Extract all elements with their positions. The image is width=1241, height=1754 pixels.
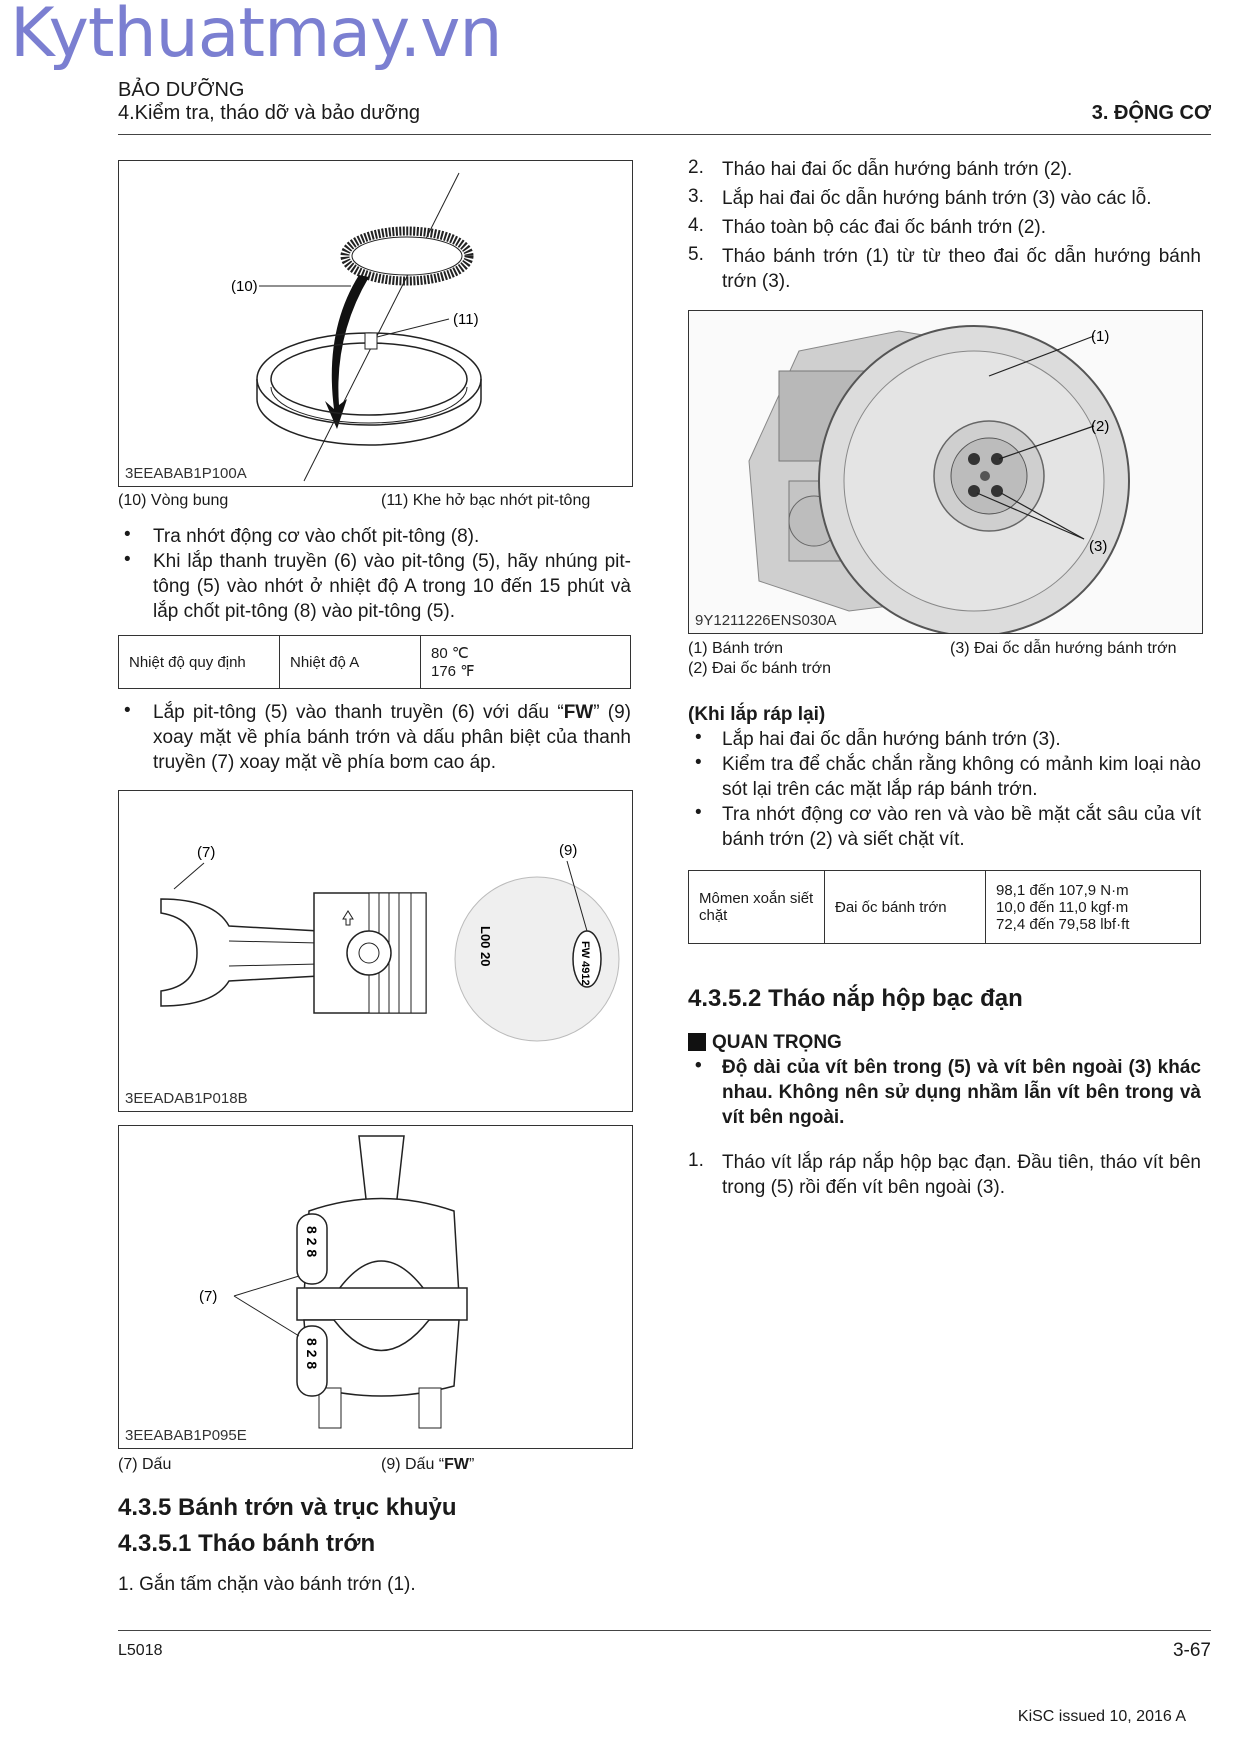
text-part: ” (9) xoay mặt về phía bánh trớn và dấu phân biệt của thanh truyền (7) xoay mặt về phía bơm cao áp.: [153, 702, 632, 773]
text-bold: FW: [563, 702, 594, 723]
piston-mark: L00 20: [478, 926, 493, 967]
temperature-table: [118, 635, 631, 689]
callout-11: (11): [453, 311, 479, 328]
flywheel-drawing: [689, 311, 1202, 633]
step-number: 4.: [688, 215, 704, 236]
bullet-text: Tra nhớt động cơ vào chốt pit-tông (8).: [153, 526, 480, 547]
step-1-left: 1. Gắn tấm chặn vào bánh trớn (1).: [118, 1574, 416, 1595]
temp-celsius: 80 ℃: [431, 645, 469, 662]
step-number: 3.: [688, 186, 704, 207]
callout-7: (7): [197, 844, 216, 861]
text-part: Lắp pit-tông (5) vào thanh truyền (6) với dấu “: [153, 702, 564, 723]
step-number: 5.: [688, 244, 704, 265]
bullet-text: Khi lắp thanh truyền (6) vào pit-tông (5), hãy nhúng pit-tông (5) vào nhớt ở nhiệt độ A trong 10 đến 15 phút và lắp chốt pit-tông (8) vào pit-tông (5).: [153, 551, 631, 622]
text-part: ”: [469, 1456, 475, 1473]
temp-fahrenheit: 176 ℉: [431, 663, 475, 680]
step-text: Tháo bánh trớn (1) từ từ theo đai ốc dẫn hướng bánh trớn (3).: [722, 246, 1201, 292]
torque-label: Mômen xoắn siết chặt: [689, 871, 825, 944]
step-number: 1.: [688, 1150, 704, 1171]
reassembly-item: Kiểm tra để chắc chắn rằng không có mảnh kim loại nào sót lại trên các mặt lắp ráp bánh trớn.: [722, 754, 1201, 800]
torque-lbfft: 72,4 đến 79,58 lbf·ft: [996, 915, 1130, 933]
reassembly-item: Lắp hai đai ốc dẫn hướng bánh trớn (3).: [722, 729, 1061, 750]
watermark: Kythuatmay.vn: [10, 0, 502, 73]
step-text: Tháo vít lắp ráp nắp hộp bạc đạn. Đầu tiên, tháo vít bên trong (5) rồi đến vít bên ngoài (3).: [722, 1152, 1201, 1198]
temp-label: Nhiệt độ quy định: [119, 636, 280, 689]
figure-flywheel: [688, 310, 1203, 634]
bullet-fw-mark: [153, 700, 631, 775]
footer-rule: [118, 1630, 1211, 1631]
callout-10: (10): [231, 278, 258, 295]
conrod-mark-bottom: 8 2 8: [304, 1338, 320, 1370]
figure-conrod-marks: [118, 1125, 633, 1449]
piston-ring-drawing: [119, 161, 632, 486]
header-subsection: 4.Kiểm tra, tháo dỡ và bảo dưỡng: [118, 102, 421, 124]
torque-nm: 98,1 đến 107,9 N·m: [996, 881, 1129, 899]
footer-issued: KiSC issued 10, 2016 A: [1017, 1708, 1186, 1725]
text-part: (9) Dấu “: [381, 1456, 445, 1473]
fw-mark: FW 4912: [579, 941, 591, 986]
temp-name: Nhiệt độ A: [280, 636, 421, 689]
bullet-dot: •: [695, 1055, 702, 1076]
header-chapter: 3. ĐỘNG CƠ: [1091, 102, 1211, 124]
caption-3: (3) Đai ốc dẫn hướng bánh trớn: [950, 640, 1177, 657]
header-rule: [118, 134, 1211, 135]
caption-2: (2) Đai ốc bánh trớn: [688, 660, 831, 677]
bullet-dot: •: [695, 752, 702, 773]
bullet-dot: •: [124, 524, 131, 545]
important-title: QUAN TRỌNG: [712, 1032, 842, 1053]
section-heading-435: 4.3.5 Bánh trớn và trục khuỷu: [118, 1494, 457, 1521]
important-text: Độ dài của vít bên trong (5) và vít bên ngoài (3) khác nhau. Không nên sử dụng nhầm lẫn vít bên trong và vít bên ngoài.: [722, 1057, 1201, 1128]
callout-3: (3): [1089, 538, 1108, 555]
step-text: Lắp hai đai ốc dẫn hướng bánh trớn (3) vào các lỗ.: [722, 188, 1152, 209]
torque-kgfm: 10,0 đến 11,0 kgf·m: [996, 898, 1129, 916]
header-section: BẢO DƯỠNG: [118, 79, 245, 101]
torque-table: [688, 870, 1201, 944]
figure-code: 3EEABAB1P100A: [125, 465, 247, 482]
conrod-mark-top: 8 2 8: [304, 1226, 320, 1258]
step-text: Tháo hai đai ốc dẫn hướng bánh trớn (2).: [722, 159, 1073, 180]
reassembly-title: (Khi lắp ráp lại): [688, 704, 826, 725]
bullet-dot: •: [124, 700, 131, 721]
caption-7: (7) Dấu: [118, 1456, 172, 1473]
section-heading-4352: 4.3.5.2 Tháo nắp hộp bạc đạn: [688, 985, 1023, 1012]
caption-10: (10) Vòng bung: [118, 492, 229, 509]
caption-11: (11) Khe hở bạc nhớt pit-tông: [381, 492, 591, 509]
temp-values: [421, 636, 631, 689]
figure-piston-marks: [118, 790, 633, 1112]
callout-9: (9): [559, 842, 578, 859]
figure-code: 9Y1211226ENS030A: [695, 612, 837, 629]
bullet-dot: •: [695, 802, 702, 823]
important-square-icon: [688, 1033, 706, 1051]
torque-values: [986, 871, 1201, 944]
torque-item: Đai ốc bánh trớn: [825, 871, 986, 944]
bullet-dot: •: [695, 727, 702, 748]
footer-model: L5018: [118, 1642, 163, 1659]
callout-2: (2): [1091, 418, 1110, 435]
bullet-dot: •: [124, 549, 131, 570]
figure-code: 3EEADAB1P018B: [125, 1090, 248, 1107]
reassembly-item: Tra nhớt động cơ vào ren và vào bề mặt cắt sâu của vít bánh trớn (2) và siết chặt vít.: [722, 804, 1201, 850]
step-text: Tháo toàn bộ các đai ốc bánh trớn (2).: [722, 217, 1047, 238]
conrod-drawing: [119, 1126, 632, 1448]
section-heading-4351: 4.3.5.1 Tháo bánh trớn: [118, 1530, 376, 1557]
step-number: 2.: [688, 157, 704, 178]
text-bold: FW: [444, 1456, 469, 1473]
figure-piston-ring: [118, 160, 633, 487]
callout-7: (7): [199, 1288, 218, 1305]
piston-marks-drawing: [119, 791, 632, 1111]
caption-9: [381, 1456, 474, 1474]
callout-1: (1): [1091, 328, 1110, 345]
figure-code: 3EEABAB1P095E: [125, 1427, 247, 1444]
footer-page: 3-67: [1172, 1640, 1211, 1661]
caption-1: (1) Bánh trớn: [688, 640, 783, 657]
